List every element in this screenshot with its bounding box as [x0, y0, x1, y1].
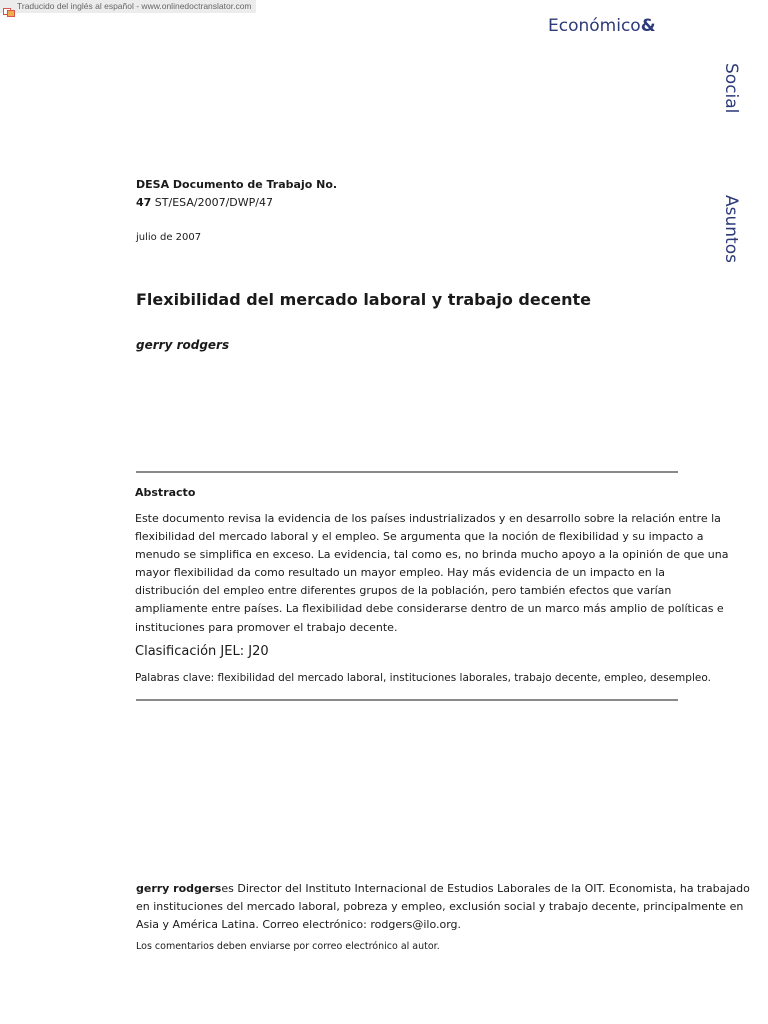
publisher-vertical-social: Social [721, 63, 741, 114]
series-label: DESA Documento de Trabajo No. [136, 178, 338, 191]
abstract-heading: Abstracto [135, 486, 196, 499]
comments-note: Los comentarios deben enviarse por correo electrónico al autor. [136, 941, 440, 952]
document-date: julio de 2007 [136, 232, 202, 243]
publisher-ampersand: & [640, 16, 656, 36]
publisher-name [548, 16, 656, 36]
series-number: 47 [136, 196, 152, 209]
section-divider-bottom [136, 699, 678, 701]
abstract-line: Este documento revisa la evidencia de los países industrializados y en desarrollo sobre la relación entre la [135, 512, 721, 525]
bio-author-name: gerry rodgers [136, 882, 222, 895]
document-author: gerry rodgers [136, 338, 230, 352]
jel-classification: Clasificación JEL: J20 [135, 644, 269, 659]
translation-banner-text[interactable]: Traducido del inglés al español - www.onlinedoctranslator.com [17, 1, 252, 11]
author-bio [136, 880, 750, 935]
document-title: Flexibilidad del mercado laboral y trabajo decente [136, 290, 591, 309]
abstract-line: ampliamente entre países. La flexibilidad debe considerarse dentro de un marco más amplio de políticas e [135, 602, 724, 616]
publisher-name-text: Económico [548, 16, 641, 36]
translator-icon [3, 2, 15, 11]
section-divider-top [136, 471, 678, 473]
bio-line: es Director del Instituto Internacional de Estudios Laborales de la OIT. Economista, ha trabajado [221, 882, 750, 895]
document-series [136, 176, 337, 212]
abstract-body [135, 510, 729, 637]
bio-line: en instituciones del mercado laboral, pobreza y empleo, exclusión social y trabajo decente, principalmente en [136, 900, 744, 914]
abstract-line: instituciones para promover el trabajo decente. [135, 620, 398, 634]
series-code: ST/ESA/2007/DWP/47 [151, 196, 273, 209]
keywords: Palabras clave: flexibilidad del mercado laboral, instituciones laborales, trabajo decente, empleo, desempleo. [135, 672, 711, 684]
publisher-vertical-asuntos: Asuntos [721, 195, 741, 263]
abstract-line: distribución del empleo entre diferentes grupos de la población, pero también efectos que varían [135, 584, 672, 598]
abstract-line: mayor flexibilidad da como resultado un mayor empleo. Hay más evidencia de un impacto en la [135, 566, 666, 580]
bio-line: Asia y América Latina. Correo electrónico: rodgers@ilo.org. [136, 918, 462, 932]
translation-banner[interactable] [0, 0, 256, 13]
abstract-line: menudo se simplifica en exceso. La evidencia, tal como es, no brinda mucho apoyo a la opinión de que una [135, 548, 729, 562]
abstract-line: flexibilidad del mercado laboral y el empleo. Se argumenta que la noción de flexibilidad y su impacto a [135, 530, 704, 544]
